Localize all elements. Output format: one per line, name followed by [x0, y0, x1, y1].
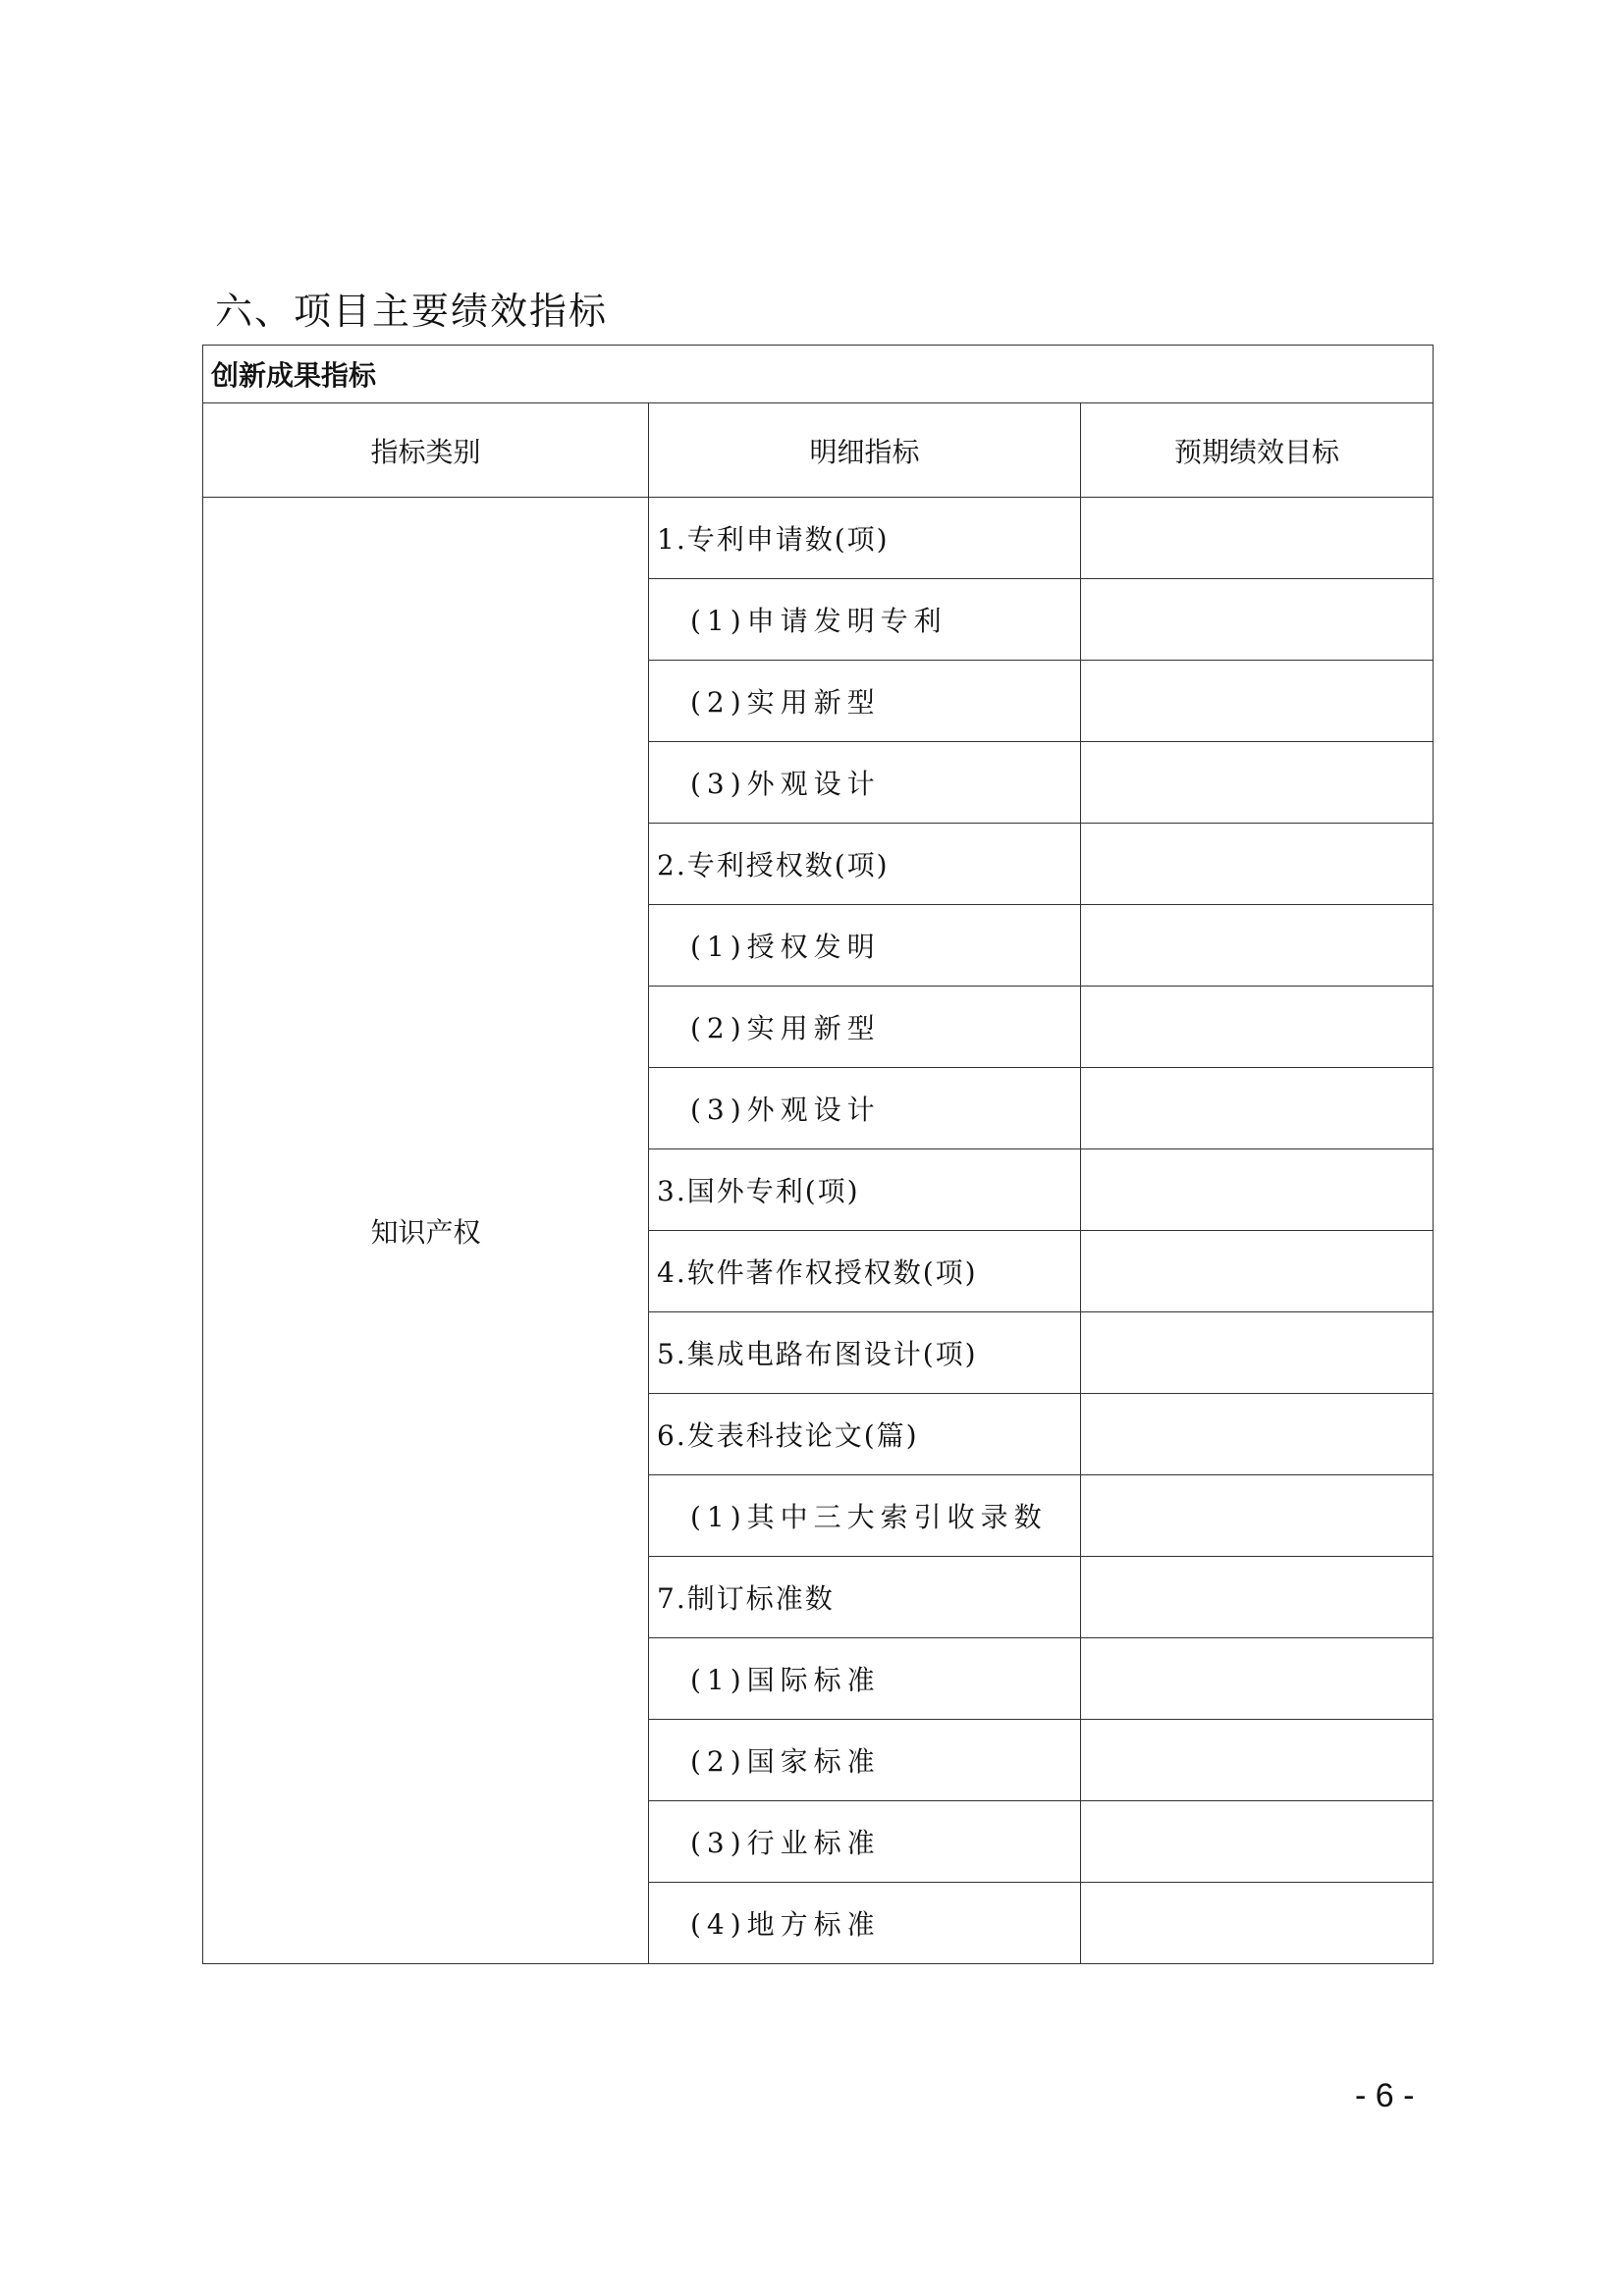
indicator-label: 4.软件著作权授权数(项) [649, 1231, 1081, 1312]
indicator-label: 3.国外专利(项) [649, 1149, 1081, 1231]
header-target: 预期绩效目标 [1081, 403, 1434, 498]
target-value-field[interactable] [1081, 1312, 1434, 1394]
indicator-label: 1.专利申请数(项) [649, 498, 1081, 579]
target-value-field[interactable] [1081, 661, 1434, 742]
table-caption-row [203, 346, 1434, 403]
indicator-label: 2.专利授权数(项) [649, 824, 1081, 905]
indicator-label: (3)外观设计 [649, 1068, 1081, 1149]
indicator-label: (2)实用新型 [649, 661, 1081, 742]
indicator-label: (3)外观设计 [649, 742, 1081, 824]
indicator-label: (2)国家标准 [649, 1720, 1081, 1801]
page-number: - 6 - [1355, 2077, 1415, 2114]
target-value-field[interactable] [1081, 1149, 1434, 1231]
target-value-field[interactable] [1081, 1394, 1434, 1475]
target-value-field[interactable] [1081, 1801, 1434, 1883]
indicator-label: 6.发表科技论文(篇) [649, 1394, 1081, 1475]
table-caption: 创新成果指标 [203, 346, 1434, 403]
indicator-label: (1)国际标准 [649, 1638, 1081, 1720]
indicator-label: (1)授权发明 [649, 905, 1081, 987]
target-value-field[interactable] [1081, 1231, 1434, 1312]
target-value-field[interactable] [1081, 824, 1434, 905]
target-value-field[interactable] [1081, 1720, 1434, 1801]
section-title: 六、项目主要绩效指标 [215, 290, 609, 333]
indicator-label: (3)行业标准 [649, 1801, 1081, 1883]
target-value-field[interactable] [1081, 1068, 1434, 1149]
indicator-label: 5.集成电路布图设计(项) [649, 1312, 1081, 1394]
target-value-field[interactable] [1081, 1557, 1434, 1638]
header-category: 指标类别 [203, 403, 649, 498]
indicator-label: (2)实用新型 [649, 987, 1081, 1068]
target-value-field[interactable] [1081, 1883, 1434, 1964]
target-value-field[interactable] [1081, 498, 1434, 579]
target-value-field[interactable] [1081, 742, 1434, 824]
indicator-label: (1)申请发明专利 [649, 579, 1081, 661]
performance-indicator-table [202, 345, 1434, 1964]
table-header-row [203, 403, 1434, 498]
target-value-field[interactable] [1081, 905, 1434, 987]
target-value-field[interactable] [1081, 1638, 1434, 1720]
indicator-label: (1)其中三大索引收录数 [649, 1475, 1081, 1557]
category-cell: 知识产权 [203, 498, 649, 1964]
table-row [203, 498, 1434, 579]
target-value-field[interactable] [1081, 987, 1434, 1068]
indicator-label: (4)地方标准 [649, 1883, 1081, 1964]
header-detail: 明细指标 [649, 403, 1081, 498]
target-value-field[interactable] [1081, 579, 1434, 661]
indicator-label: 7.制订标准数 [649, 1557, 1081, 1638]
target-value-field[interactable] [1081, 1475, 1434, 1557]
